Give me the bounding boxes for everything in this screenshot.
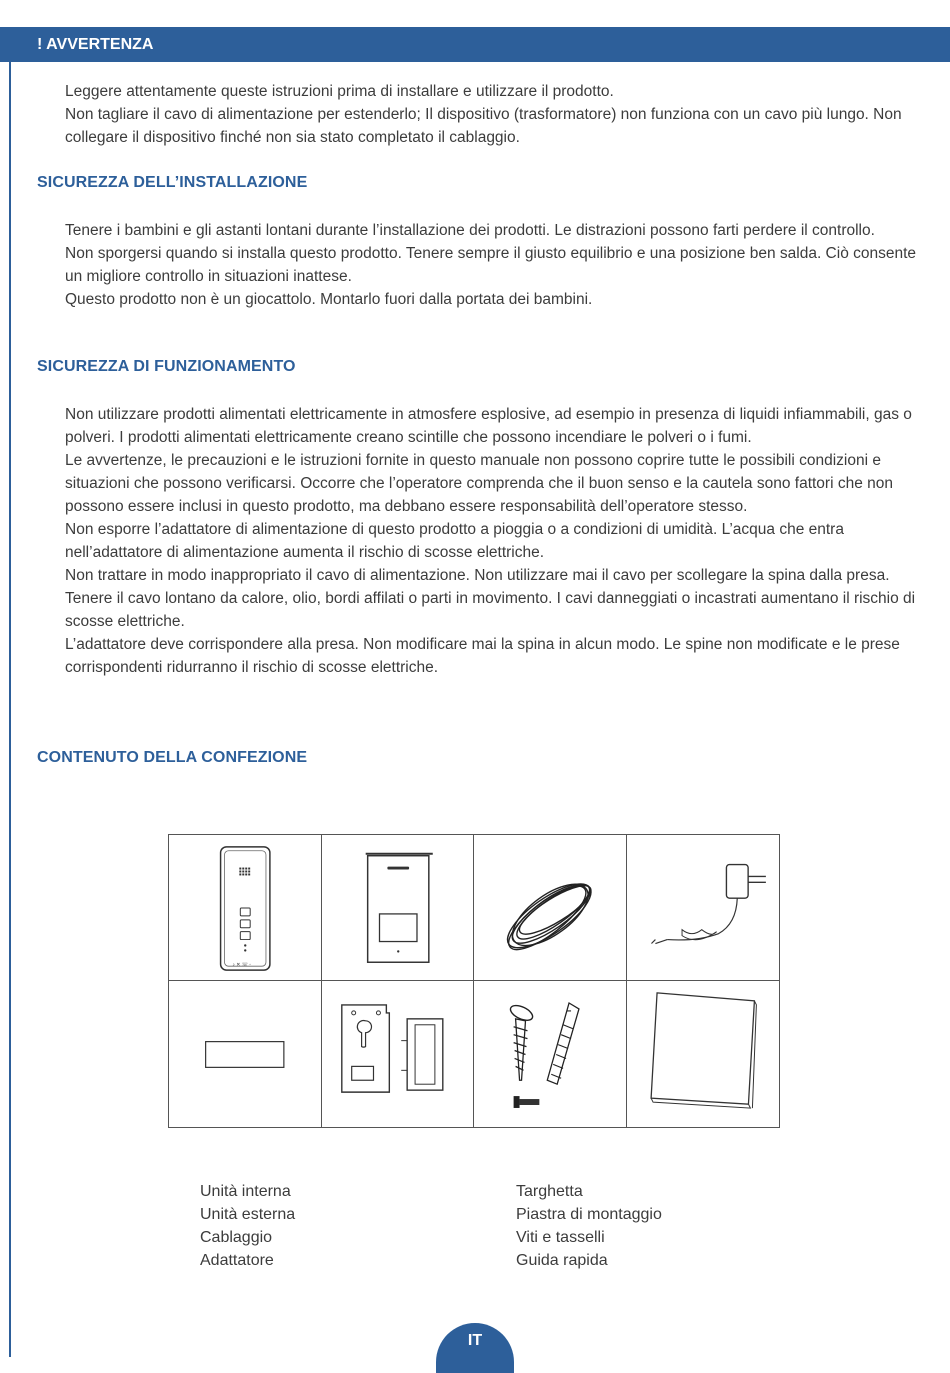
list-item: Viti e tasselli — [516, 1229, 605, 1246]
list-item: Guida rapida — [516, 1252, 608, 1269]
quick-guide-illustration — [627, 981, 780, 1127]
installation-line: Non sporgersi quando si installa questo prodotto. Tenere sempre il giusto equilibrio e una posizione ben salda. Ciò consente un migliore controllo in situazioni inattese. — [65, 245, 917, 285]
indoor-unit-illustration — [169, 835, 322, 981]
cable-illustration — [474, 835, 627, 981]
warning-text — [65, 80, 925, 149]
warning-line: Leggere attentamente queste istruzioni prima di installare e utilizzare il prodotto. — [65, 83, 614, 100]
screws-plugs-illustration — [474, 981, 627, 1127]
svg-text:♪ ✕ ☏ ◦: ♪ ✕ ☏ ◦ — [232, 963, 252, 969]
operation-line: L’adattatore deve corrispondere alla presa. Non modificare mai la spina in alcun modo. Le spine non modificate e le prese corrispondenti ridurranno il rischio di scosse elettriche. — [65, 636, 900, 676]
adapter-illustration — [627, 835, 780, 981]
left-margin-rule — [9, 27, 11, 1357]
list-item: Unità esterna — [200, 1206, 296, 1223]
mounting-plate-illustration — [322, 981, 475, 1127]
installation-line: Questo prodotto non è un giocattolo. Montarlo fuori dalla portata dei bambini. — [65, 291, 593, 308]
warning-line: Non tagliare il cavo di alimentazione per estenderlo; Il dispositivo (trasformatore) non funziona con un cavo più lungo. Non collegare il dispositivo finché non sia stato completato il cablaggio. — [65, 106, 902, 146]
installation-title: SICUREZZA DELL’INSTALLAZIONE — [37, 174, 308, 191]
warning-header: ! AVVERTENZA — [0, 27, 950, 62]
list-item: Cablaggio — [200, 1229, 273, 1246]
operation-title: SICUREZZA DI FUNZIONAMENTO — [37, 358, 296, 375]
list-item: Adattatore — [200, 1252, 274, 1269]
package-list-left — [200, 1180, 295, 1272]
operation-line: Non utilizzare prodotti alimentati elettricamente in atmosfere esplosive, ad esempio in presenza di liquidi infiammabili, gas o polveri. I prodotti alimentati elettricamente creano scintille che possono incendiare le polveri o i fumi. — [65, 406, 912, 446]
list-item: Piastra di montaggio — [516, 1206, 662, 1223]
outdoor-unit-illustration — [322, 835, 475, 981]
operation-line: Non esporre l’adattatore di alimentazione di questo prodotto a pioggia o a condizioni di umidità. L’acqua che entra nell’adattatore di alimentazione aumenta il rischio di scosse elettriche. — [65, 521, 844, 561]
package-title: CONTENUTO DELLA CONFEZIONE — [37, 749, 308, 766]
installation-text — [65, 219, 925, 311]
package-list-right — [516, 1180, 662, 1272]
list-item: Unità interna — [200, 1183, 291, 1200]
package-contents-grid — [168, 834, 780, 1128]
installation-line: Tenere i bambini e gli astanti lontani durante l’installazione dei prodotti. Le distrazioni possono farti perdere il controllo. — [65, 222, 875, 239]
operation-line: Le avvertenze, le precauzioni e le istruzioni fornite in questo manuale non possono coprire tutte le possibili condizioni e situazioni che possono verificarsi. Occorre che l’operatore comprenda che il buon senso e la cautela sono fattori che non possono essere inclusi in questo prodotto, ma debbano essere responsabilità dell’operatore stesso. — [65, 452, 893, 515]
operation-text — [65, 403, 925, 679]
list-item: Targhetta — [516, 1183, 583, 1200]
nameplate-illustration — [169, 981, 322, 1127]
page-language-tab: IT — [436, 1323, 514, 1373]
operation-line: Non trattare in modo inappropriato il cavo di alimentazione. Non utilizzare mai il cavo per scollegare la spina dalla presa. Tenere il cavo lontano da calore, olio, bordi affilati o parti in movimento. I cavi danneggiati o incastrati aumentano il rischio di scosse elettriche. — [65, 567, 916, 630]
